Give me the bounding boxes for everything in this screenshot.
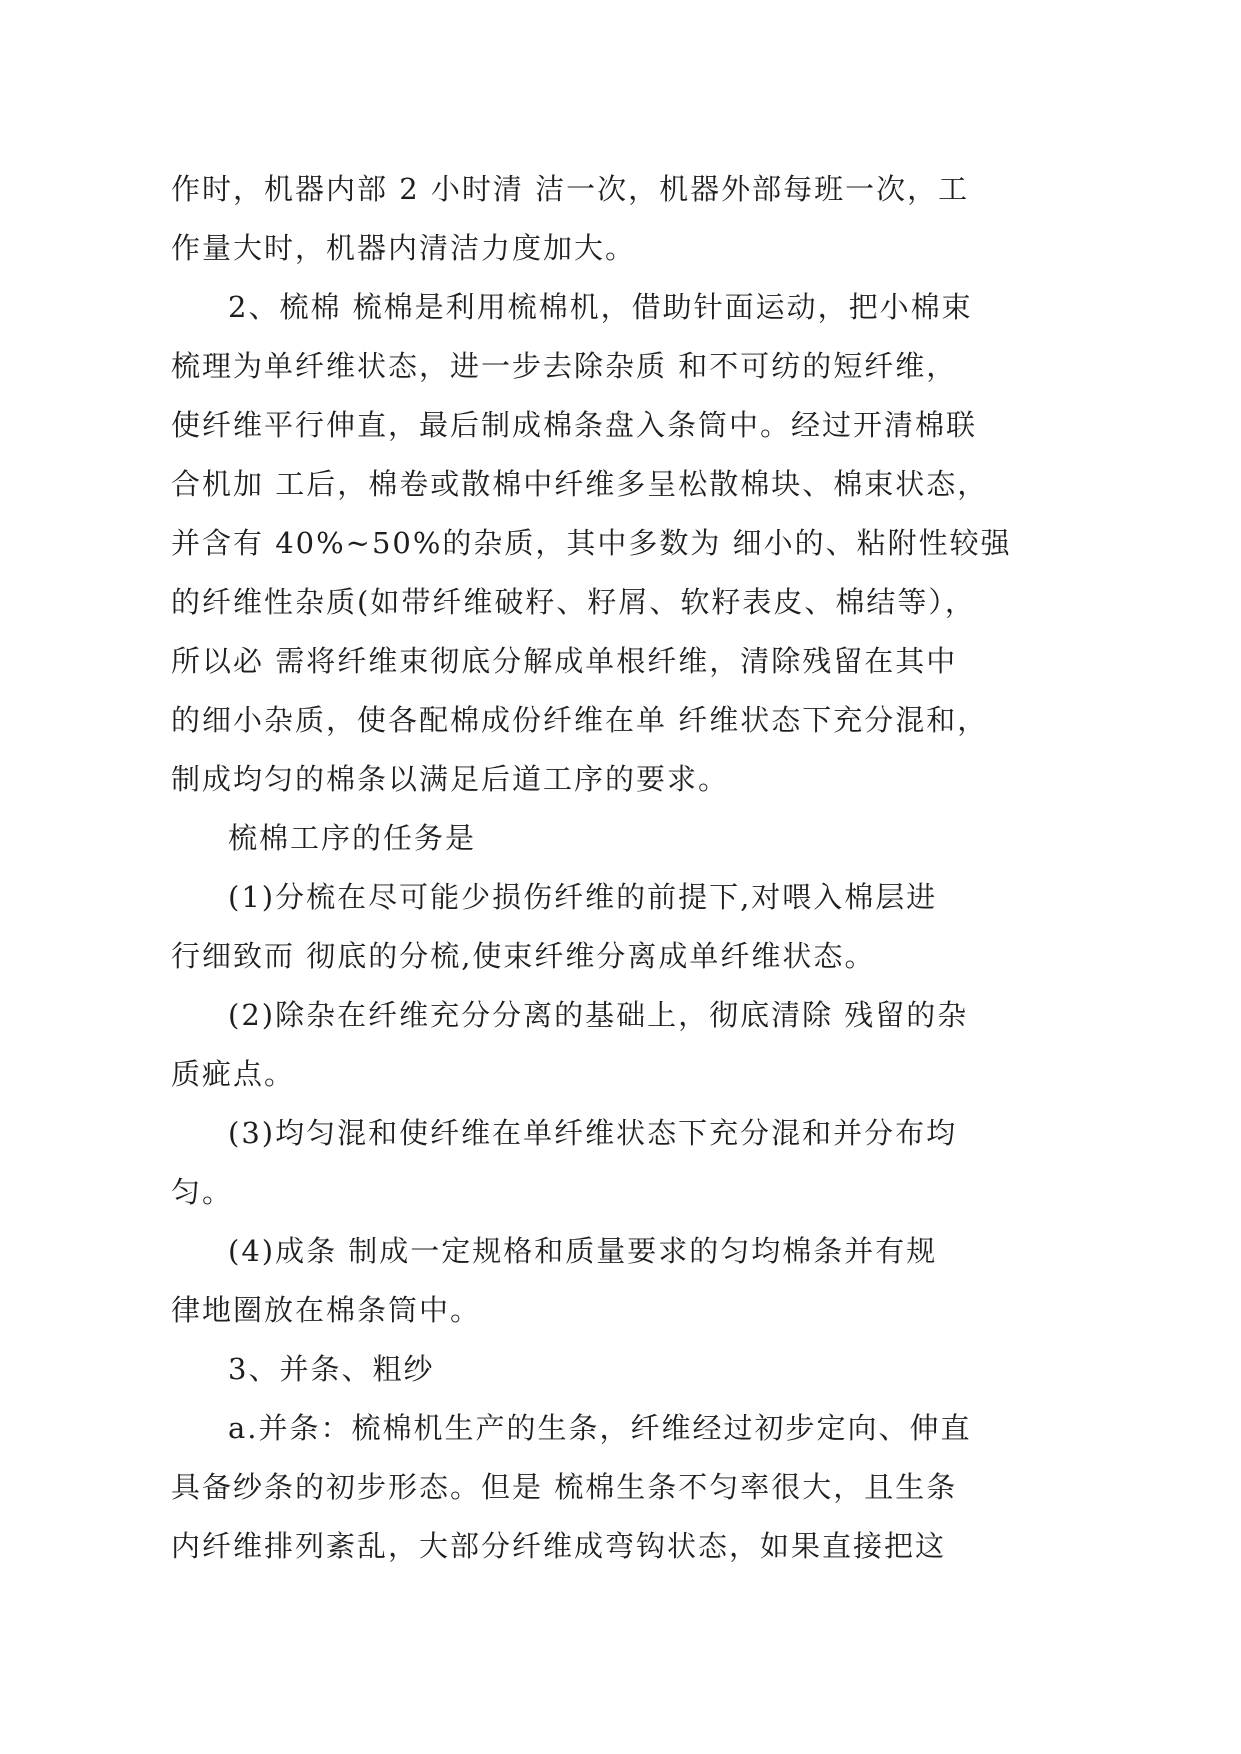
text-line: 行细致而 彻底的分梳,使束纤维分离成单纤维状态。 — [171, 939, 876, 973]
text-line: 2、梳棉 梳棉是利用梳棉机，借助针面运动，把小棉束 — [228, 290, 973, 324]
text-line: 制成均匀的棉条以满足后道工序的要求。 — [171, 762, 730, 796]
text-line: 并含有 40%~50%的杂质，其中多数为 细小的、粘附性较强 — [171, 526, 1012, 560]
text-line: (1)分梳在尽可能少损伤纤维的前提下,对喂入棉层进 — [228, 880, 938, 914]
text-line: a.并条：梳棉机生产的生条，纤维经过初步定向、伸直 — [228, 1411, 972, 1445]
text-line: 3、并条、粗纱 — [228, 1352, 435, 1386]
text-line: 律地圈放在棉条筒中。 — [171, 1293, 482, 1327]
text-line: 合机加 工后，棉卷或散棉中纤维多呈松散棉块、棉束状态， — [171, 467, 989, 501]
text-line: 具备纱条的初步形态。但是 梳棉生条不匀率很大，且生条 — [171, 1470, 958, 1504]
text-line: 内纤维排列紊乱，大部分纤维成弯钩状态，如果直接把这 — [171, 1529, 947, 1563]
text-line: (4)成条 制成一定规格和质量要求的匀均棉条并有规 — [228, 1234, 938, 1268]
text-line: 作时，机器内部 2 小时清 洁一次，机器外部每班一次，工 — [171, 172, 970, 206]
text-line: 梳理为单纤维状态，进一步去除杂质 和不可纺的短纤维， — [171, 349, 958, 383]
text-line: 质疵点。 — [171, 1057, 296, 1091]
text-line: 匀。 — [171, 1175, 234, 1209]
text-line: 的纤维性杂质(如带纤维破籽、籽屑、软籽表皮、棉结等）， — [171, 585, 976, 619]
text-line: 梳棉工序的任务是 — [228, 821, 477, 855]
text-line: 所以必 需将纤维束彻底分解成单根纤维，清除残留在其中 — [171, 644, 958, 678]
text-line: (3)均匀混和使纤维在单纤维状态下充分混和并分布均 — [228, 1116, 958, 1150]
text-line: 的细小杂质，使各配棉成份纤维在单 纤维状态下充分混和， — [171, 703, 989, 737]
text-line: 使纤维平行伸直，最后制成棉条盘入条筒中。经过开清棉联 — [171, 408, 978, 442]
text-line: (2)除杂在纤维充分分离的基础上，彻底清除 残留的杂 — [228, 998, 969, 1032]
text-line: 作量大时，机器内清洁力度加大。 — [171, 231, 637, 265]
